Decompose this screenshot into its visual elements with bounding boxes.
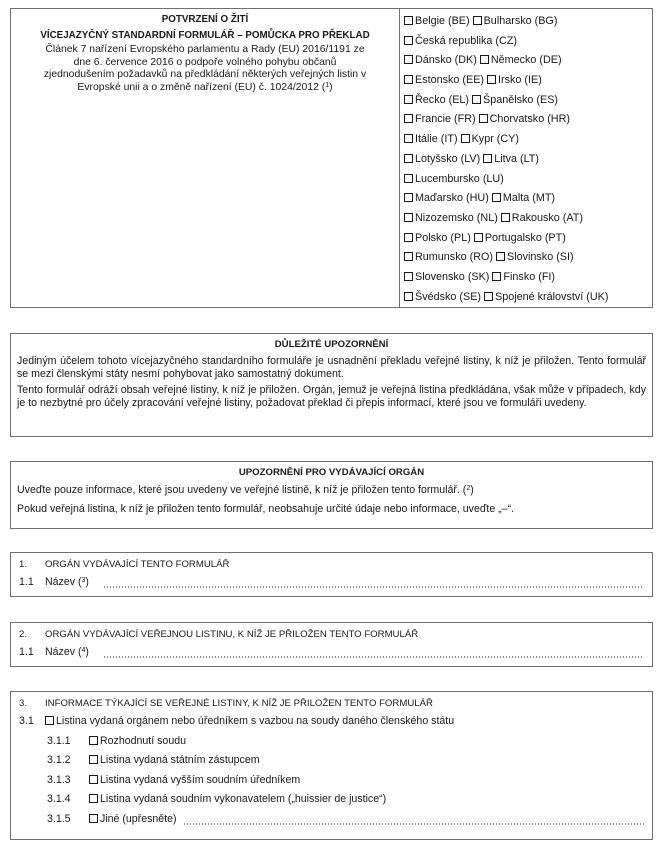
country-label: Bulharsko (BG) [483, 15, 558, 27]
country-option[interactable] [472, 94, 558, 106]
regulation-text: Článek 7 nařízení Evropského parlamentu a Rady (EU) 2016/1191 ze dne 6. července 2016 o podpoře volného pohybu občanů zjednodušením požadavků na předkládání některých veřejných listin v Evropské unii a o změně nařízení (EU) č. 1024/2012 ($^1$) [43, 44, 367, 93]
country-label: Spojené království (UK) [495, 290, 609, 303]
checkbox[interactable] [404, 154, 413, 163]
fill-in-line[interactable] [103, 586, 644, 588]
notice-paragraph: Jediným účelem tohoto vícejazyčného standardního formuláře je usnadnění překladu veřejné listiny, k níž je přiložen. Tento formulář se mezi členskými státy nesmí pohybovat jako samostatný dokument. [17, 355, 646, 380]
country-option[interactable] [487, 74, 542, 86]
checkbox[interactable] [472, 95, 481, 104]
country-label: Maďarsko (HU) [415, 192, 489, 205]
country-option[interactable] [404, 212, 498, 224]
country-option[interactable] [492, 192, 555, 204]
country-label: Itálie (IT) [415, 133, 458, 146]
country-label: Francie (FR) [415, 113, 476, 126]
checkbox[interactable] [404, 55, 413, 64]
country-row [404, 110, 652, 130]
footnote-ref: 2 [466, 485, 471, 492]
country-label: Švédsko (SE) [415, 290, 482, 303]
checkbox[interactable] [483, 154, 492, 163]
country-label: Lucembursko (LU) [415, 172, 504, 185]
country-label: Rumunsko (RO) [415, 251, 493, 264]
footnote-ref: 1 [325, 81, 330, 89]
country-option[interactable] [483, 153, 539, 165]
document-subtype-option[interactable]: 3.1.1 Rozhodnutí soudu [47, 734, 186, 747]
checkbox[interactable] [501, 213, 510, 222]
country-row [404, 71, 652, 91]
section-heading: 2. ORGÁN VYDÁVAJÍCÍ VEŘEJNOU LISTINU, K NÍŽ JE PŘILOŽEN TENTO FORMULÁŘ [19, 629, 419, 640]
country-option[interactable] [474, 232, 566, 244]
notice-paragraph: Pokud veřejná listina, k níž je přiložen tento formulář, neobsahuje určité údaje nebo informace, uveďte „–“. [17, 502, 515, 515]
country-label: Španělsko (ES) [483, 93, 559, 106]
country-option[interactable] [404, 74, 484, 86]
country-label: Dánsko (DK) [415, 54, 477, 67]
checkbox[interactable] [492, 193, 501, 202]
country-row [404, 150, 652, 170]
checkbox[interactable] [461, 134, 470, 143]
country-label: Irsko (IE) [498, 74, 542, 87]
country-label: Řecko (EL) [415, 93, 470, 106]
country-row [404, 130, 652, 150]
section-issuing-form-authority [10, 552, 653, 597]
checkbox[interactable] [474, 233, 483, 242]
checkbox[interactable] [45, 716, 54, 725]
notice-title: UPOZORNĚNÍ PRO VYDÁVAJÍCÍ ORGÁN [238, 467, 425, 478]
fill-in-line[interactable] [183, 823, 644, 825]
country-label: Chorvatsko (HR) [489, 113, 570, 126]
form-subtitle: VÍCEJAZYČNÝ STANDARDNÍ FORMULÁŘ – POMŮCKA PRO PŘEKLAD [40, 30, 370, 41]
checkbox[interactable] [89, 775, 98, 784]
country-option[interactable] [404, 192, 489, 204]
country-label: Lotyšsko (LV) [415, 152, 481, 165]
checkbox[interactable] [404, 95, 413, 104]
country-option[interactable] [404, 133, 458, 145]
section-heading: 3. INFORMACE TÝKAJÍCÍ SE VEŘEJNÉ LISTINY, K NÍŽ JE PŘILOŽEN TENTO FORMULÁŘ [19, 698, 433, 709]
checkbox[interactable] [404, 213, 413, 222]
checkbox[interactable] [479, 114, 488, 123]
checkbox[interactable] [404, 36, 413, 45]
checkbox[interactable] [480, 55, 489, 64]
country-row [404, 248, 652, 268]
checkbox[interactable] [492, 272, 501, 281]
checkbox[interactable] [484, 292, 493, 301]
country-option[interactable] [404, 15, 470, 27]
country-label: Litva (LT) [494, 152, 539, 165]
issuing-authority-notice [10, 461, 653, 529]
country-label: Rakousko (AT) [511, 211, 583, 224]
name-field[interactable]: 1.1 Název ($^4$) [19, 645, 644, 665]
country-label: Slovinsko (SI) [507, 251, 574, 264]
country-row [404, 91, 652, 111]
country-label: Portugalsko (PT) [484, 231, 566, 244]
document-subtype-option[interactable]: 3.1.3 Listina vydaná vyšším soudním úředníkem [47, 773, 301, 786]
country-label: Polsko (PL) [415, 231, 471, 244]
checkbox[interactable] [404, 272, 413, 281]
checkbox[interactable] [404, 16, 413, 25]
notice-paragraph: Uveďte pouze informace, které jsou uvedeny ve veřejné listině, k níž je přiložen tento formulář. ($^2$) [17, 484, 474, 496]
country-label: Finsko (FI) [503, 270, 556, 283]
checkbox[interactable] [404, 233, 413, 242]
country-checklist [400, 9, 652, 307]
country-option[interactable] [404, 291, 481, 303]
country-label: Belgie (BE) [415, 15, 470, 27]
country-row [404, 12, 652, 32]
checkbox[interactable] [496, 252, 505, 261]
important-notice [10, 333, 653, 437]
country-option[interactable] [461, 133, 519, 145]
country-row [404, 268, 652, 288]
country-option[interactable] [480, 54, 562, 66]
checkbox[interactable] [473, 16, 482, 25]
country-label: Nizozemsko (NL) [415, 211, 498, 224]
country-option[interactable] [404, 271, 489, 283]
checkbox[interactable] [89, 755, 98, 764]
notice-paragraph: Tento formulář odráží obsah veřejné listiny, k níž je přiložen. Orgán, jemuž je veřejná listina předkládána, však může v případech, kdy je to nezbytné pro účely zpracování veřejné listiny, požadovat překlad či přepis informací, které jsou ve formuláři uvedeny. [17, 384, 646, 409]
country-row [404, 32, 652, 52]
country-label: Kypr (CY) [471, 133, 519, 146]
country-option[interactable] [473, 15, 558, 27]
name-field[interactable]: 1.1 Název ($^3$) [19, 575, 644, 595]
country-option[interactable] [404, 94, 469, 106]
section-heading: 1. ORGÁN VYDÁVAJÍCÍ TENTO FORMULÁŘ [19, 559, 230, 570]
checkbox[interactable] [487, 75, 496, 84]
country-option[interactable] [404, 54, 477, 66]
country-option[interactable] [404, 153, 480, 165]
notice-title: DŮLEŽITÉ UPOZORNĚNÍ [274, 339, 389, 350]
checkbox[interactable] [404, 114, 413, 123]
document-subtype-option[interactable]: 3.1.2 Listina vydaná státním zástupcem [47, 754, 260, 767]
document-type-option[interactable]: 3.1 Listina vydaná orgánem nebo úředníkem s vazbou na soudy daného členského státu [19, 715, 455, 727]
country-label: Malta (MT) [502, 192, 556, 205]
country-row [404, 189, 652, 209]
country-option[interactable] [404, 173, 504, 185]
country-option[interactable] [496, 251, 574, 263]
checkbox[interactable] [404, 252, 413, 261]
country-option[interactable] [501, 212, 583, 224]
country-option[interactable] [404, 35, 517, 47]
country-row [404, 229, 652, 249]
section-document-info [10, 691, 653, 840]
country-option[interactable] [479, 113, 570, 125]
checkbox[interactable] [404, 134, 413, 143]
country-option[interactable] [404, 251, 493, 263]
country-option[interactable] [404, 232, 471, 244]
section-issuing-document-authority [10, 622, 653, 667]
fill-in-line[interactable] [103, 656, 644, 658]
country-option[interactable] [404, 113, 476, 125]
checkbox[interactable] [404, 174, 413, 183]
country-label: Česká republika (CZ) [415, 34, 518, 47]
country-row [404, 170, 652, 190]
country-row [404, 288, 652, 308]
country-row [404, 51, 652, 71]
country-option[interactable] [492, 271, 555, 283]
country-row [404, 209, 652, 229]
checkbox[interactable] [404, 193, 413, 202]
document-subtype-option[interactable]: 3.1.5 Jiné (upřesněte) [19, 812, 644, 832]
checkbox[interactable] [404, 292, 413, 301]
header-box [10, 8, 653, 308]
country-label: Estonsko (EE) [415, 74, 485, 87]
country-label: Německo (DE) [490, 54, 562, 67]
checkbox[interactable] [89, 794, 98, 803]
form-title-panel [11, 9, 400, 307]
checkbox[interactable] [404, 75, 413, 84]
checkbox[interactable] [89, 736, 98, 745]
country-option[interactable] [484, 291, 608, 303]
document-subtype-option[interactable]: 3.1.4 Listina vydaná soudním vykonavatelem („huissier de justice“) [47, 793, 387, 806]
checkbox[interactable] [89, 814, 98, 823]
country-label: Slovensko (SK) [415, 270, 490, 283]
form-title: POTVRZENÍ O ŽITÍ [161, 14, 249, 25]
